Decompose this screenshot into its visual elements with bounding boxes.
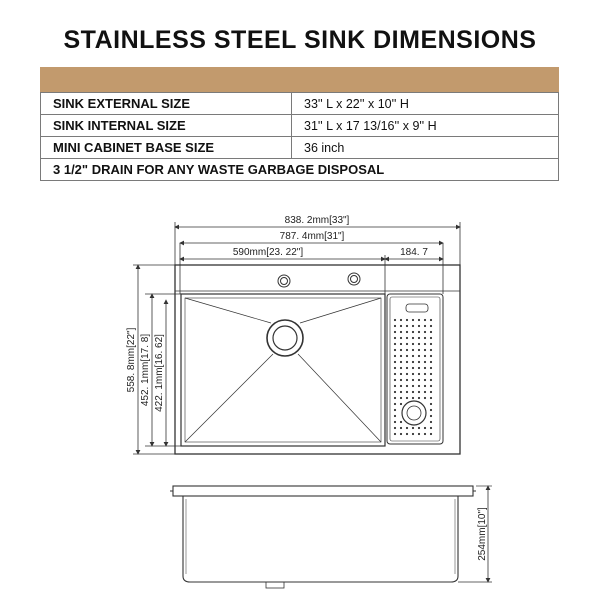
perforation-dot	[412, 433, 414, 435]
perforation-dot	[412, 427, 414, 429]
perforation-dot	[430, 373, 432, 375]
perforation-dot	[400, 361, 402, 363]
perforation-dot	[394, 331, 396, 333]
dim-label-inner-depth: 452. 1mm[17. 8]	[140, 333, 151, 407]
perforation-dot	[406, 331, 408, 333]
perforation-dot	[412, 337, 414, 339]
perforation-dot	[406, 427, 408, 429]
colander-icon	[402, 401, 426, 425]
perforation-dot	[424, 379, 426, 381]
dim-label-overall-depth: 558. 8mm[22"]	[126, 327, 137, 393]
perforation-dot	[400, 403, 402, 405]
perforation-dot	[394, 343, 396, 345]
board-slot	[406, 304, 428, 312]
faucet-hole	[278, 275, 290, 287]
side-drain	[266, 582, 284, 588]
spec-label: SINK EXTERNAL SIZE	[41, 93, 292, 115]
perforation-dot	[424, 427, 426, 429]
perforation-dot	[430, 343, 432, 345]
perforation-dot	[430, 391, 432, 393]
perforation-dot	[412, 385, 414, 387]
perforation-dot	[400, 337, 402, 339]
perforation-dot	[430, 349, 432, 351]
perforation-dot	[412, 355, 414, 357]
perforation-dot	[430, 403, 432, 405]
perforation-dot	[430, 355, 432, 357]
perforation-dot	[406, 361, 408, 363]
perforation-dot	[400, 385, 402, 387]
perforation-dot	[418, 331, 420, 333]
perforation-dot	[424, 331, 426, 333]
perforation-dot	[406, 385, 408, 387]
dim-label-basin-depth: 422. 1mm[16. 62]	[154, 334, 165, 412]
perforation-dot	[412, 367, 414, 369]
perforation-dot	[424, 337, 426, 339]
perforation-dot	[400, 373, 402, 375]
perforation-dot	[412, 331, 414, 333]
spec-value: 33'' L x 22'' x 10'' H	[292, 93, 559, 115]
perforation-dot	[412, 361, 414, 363]
perforation-dot	[406, 391, 408, 393]
perforation-dot	[430, 325, 432, 327]
perforation-dot	[430, 409, 432, 411]
perforation-dot	[430, 421, 432, 423]
perforation-dot	[412, 397, 414, 399]
perforation-dot	[418, 343, 420, 345]
perforation-dot	[424, 325, 426, 327]
perforation-dot	[394, 409, 396, 411]
perforation-dot	[430, 415, 432, 417]
perforation-dot	[430, 379, 432, 381]
perforation-dot	[406, 397, 408, 399]
perforation-dot	[418, 349, 420, 351]
board-perforations	[394, 319, 432, 435]
perforation-dot	[400, 379, 402, 381]
perforation-dot	[394, 373, 396, 375]
perforation-dot	[400, 319, 402, 321]
perforation-dot	[412, 349, 414, 351]
perforation-dot	[400, 331, 402, 333]
spec-label: SINK INTERNAL SIZE	[41, 115, 292, 137]
perforation-dot	[406, 433, 408, 435]
perforation-dot	[412, 343, 414, 345]
perforation-dot	[418, 319, 420, 321]
perforation-dot	[424, 367, 426, 369]
perforation-dot	[394, 325, 396, 327]
perforation-dot	[430, 319, 432, 321]
sink-top-view	[175, 265, 460, 454]
perforation-dot	[418, 367, 420, 369]
perforation-dot	[412, 325, 414, 327]
perforation-dot	[394, 421, 396, 423]
perforation-dot	[430, 337, 432, 339]
perforation-dot	[394, 427, 396, 429]
perforation-dot	[406, 319, 408, 321]
perforation-dot	[406, 367, 408, 369]
drain-note: 3 1/2" DRAIN FOR ANY WASTE GARBAGE DISPOSAL	[41, 159, 559, 181]
perforation-dot	[424, 319, 426, 321]
dim-label-inner-width: 787. 4mm[31"]	[279, 231, 345, 242]
perforation-dot	[424, 391, 426, 393]
perforation-dot	[412, 319, 414, 321]
perforation-dot	[400, 349, 402, 351]
perforation-dot	[400, 397, 402, 399]
perforation-dot	[394, 337, 396, 339]
side-basin	[183, 576, 458, 582]
perforation-dot	[400, 391, 402, 393]
perforation-dot	[424, 397, 426, 399]
perforation-dot	[394, 379, 396, 381]
perforation-dot	[400, 427, 402, 429]
perforation-dot	[430, 385, 432, 387]
perforation-dot	[406, 343, 408, 345]
perforation-dot	[418, 433, 420, 435]
perforation-dot	[400, 325, 402, 327]
perforation-dot	[424, 355, 426, 357]
side-rim	[173, 486, 473, 496]
perforation-dot	[412, 391, 414, 393]
perforation-dot	[418, 325, 420, 327]
sink-basin	[181, 294, 385, 446]
perforation-dot	[400, 421, 402, 423]
perforation-dot	[430, 427, 432, 429]
perforation-dot	[424, 433, 426, 435]
perforation-dot	[430, 361, 432, 363]
perforation-dot	[400, 343, 402, 345]
perforation-dot	[418, 361, 420, 363]
perforation-dot	[418, 385, 420, 387]
sink-outer-rim	[175, 265, 460, 454]
perforation-dot	[394, 367, 396, 369]
perforation-dot	[394, 355, 396, 357]
perforation-dot	[418, 379, 420, 381]
spec-label: MINI CABINET BASE SIZE	[41, 137, 292, 159]
perforation-dot	[406, 373, 408, 375]
perforation-dot	[430, 433, 432, 435]
perforation-dot	[394, 403, 396, 405]
perforation-dot	[394, 433, 396, 435]
page-title: STAINLESS STEEL SINK DIMENSIONS	[63, 26, 537, 54]
perforation-dot	[406, 349, 408, 351]
perforation-dot	[424, 385, 426, 387]
perforation-dot	[412, 373, 414, 375]
perforation-dot	[394, 415, 396, 417]
perforation-dot	[418, 337, 420, 339]
perforation-dot	[394, 397, 396, 399]
spec-value: 31'' L x 17 13/16'' x 9'' H	[292, 115, 559, 137]
perforation-dot	[406, 337, 408, 339]
dim-label-overall-width: 838. 2mm[33"]	[284, 215, 350, 226]
perforation-dot	[418, 397, 420, 399]
dim-label-height: 254mm[10"]	[477, 507, 488, 561]
perforation-dot	[400, 433, 402, 435]
perforation-dot	[418, 391, 420, 393]
perforation-dot	[418, 373, 420, 375]
perforation-dot	[400, 367, 402, 369]
perforation-dot	[406, 355, 408, 357]
perforation-dot	[400, 355, 402, 357]
perforation-dot	[424, 361, 426, 363]
perforation-dot	[430, 397, 432, 399]
faucet-hole	[348, 273, 360, 285]
perforation-dot	[394, 391, 396, 393]
perforation-dot	[394, 385, 396, 387]
perforation-dot	[406, 379, 408, 381]
perforation-dot	[430, 367, 432, 369]
perforation-dot	[412, 379, 414, 381]
perforation-dot	[418, 427, 420, 429]
perforation-dot	[394, 349, 396, 351]
spec-value: 36 inch	[292, 137, 559, 159]
perforation-dot	[406, 325, 408, 327]
perforation-dot	[394, 319, 396, 321]
perforation-dot	[424, 343, 426, 345]
perforation-dot	[394, 361, 396, 363]
perforation-dot	[418, 355, 420, 357]
sink-side-view	[170, 486, 492, 588]
drain-icon	[267, 320, 303, 356]
perforation-dot	[424, 373, 426, 375]
dim-label-board-width: 184. 7	[400, 247, 428, 258]
perforation-dot	[424, 349, 426, 351]
perforation-dot	[430, 331, 432, 333]
dim-label-basin-width: 590mm[23. 22"]	[232, 247, 304, 258]
